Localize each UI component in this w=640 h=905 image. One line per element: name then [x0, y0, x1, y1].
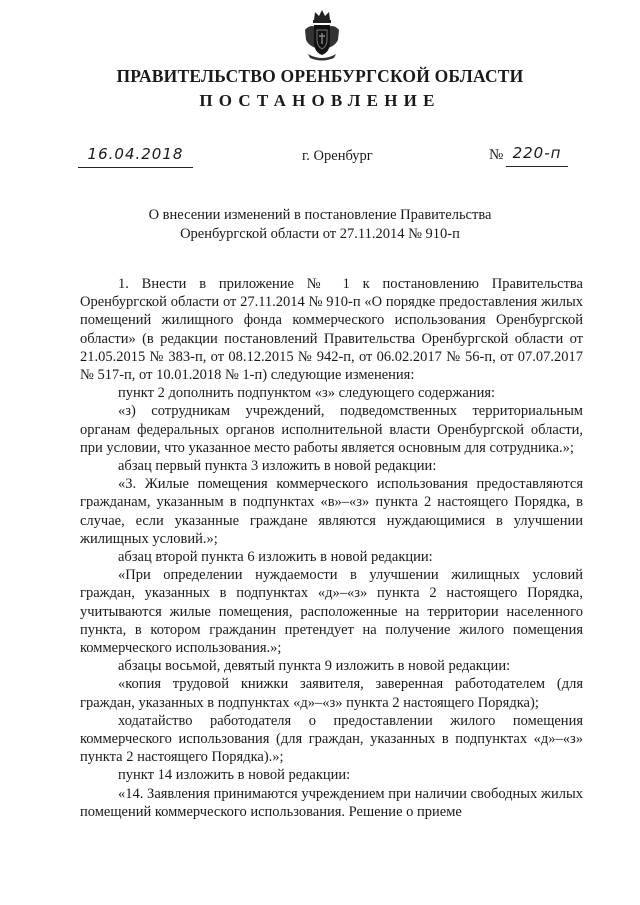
body-paragraph: пункт 14 изложить в новой редакции:: [118, 767, 351, 784]
document-number: 220-п: [506, 144, 568, 167]
document-subject: [0, 206, 640, 244]
government-title: ПРАВИТЕЛЬСТВО ОРЕНБУРГСКОЙ ОБЛАСТИ: [116, 66, 524, 86]
body-paragraph: абзац первый пункта 3 изложить в новой редакции:: [118, 458, 437, 475]
document-city: г. Оренбург: [302, 148, 373, 164]
body-paragraph: пункт 2 дополнить подпунктом «з» следующего содержания:: [118, 385, 496, 402]
body-paragraph: «копия трудовой книжки заявителя, заверенная работодателем (для граждан, указанных в подпунктах «д»–«з» пункта 2 настоящего Порядка);: [80, 676, 583, 711]
body-paragraph: абзацы восьмой, девятый пункта 9 изложить в новой редакции:: [118, 658, 511, 675]
subject-line: Оренбургской области от 27.11.2014 № 910-п: [180, 226, 460, 242]
subject-line: О внесении изменений в постановление Правительства: [148, 207, 492, 223]
document-date: 16.04.2018: [78, 145, 193, 168]
body-paragraph: «14. Заявления принимаются учреждением при наличии свободных жилых помещений коммерческого использования. Решение о приеме: [80, 785, 583, 820]
body-paragraph: 1. Внести в приложение № 1 к постановлению Правительства Оренбургской области от 27.11.2014 № 910-п «О порядке предоставления жилых помещений жилищного фонда коммерческого использования Оренбургской области» (в редакции постановлений Правительства Оренбургской области от 21.05.2015 № 383-п, от 08.12.2015 № 942-п, от 06.02.2017 № 56-п, от 07.07.2017 № 517-п, от 10.01.2018 № 1-п) следующие изменения:: [80, 276, 583, 384]
body-paragraph: абзац второй пункта 6 изложить в новой редакции:: [118, 549, 433, 566]
coat-of-arms-icon: [302, 8, 342, 62]
body-paragraph: «3. Жилые помещения коммерческого использования предоставляются гражданам, указанным в подпунктах «в»–«з» пункта 2 настоящего Порядка, в случае, если указанные граждане являются нуждающимися в улучшении жилищных условий.»;: [80, 476, 583, 547]
body-paragraph: ходатайство работодателя о предоставлении жилого помещения коммерческого использования (для граждан, указанных в подпунктах «д»–«з» пункта 2 настоящего Порядка).»;: [80, 712, 583, 766]
document-type: ПОСТАНОВЛЕНИЕ: [199, 91, 441, 110]
document-body: [80, 275, 583, 821]
body-paragraph: «з) сотрудникам учреждений, подведомственных территориальным органам федеральных органов исполнительной власти Оренбургской области, при условии, что указанное место работы является основным для сотрудника.»;: [80, 403, 583, 456]
number-sign: №: [489, 147, 504, 163]
body-paragraph: «При определении нуждаемости в улучшении жилищных условий граждан, указанных в подпунктах «д»–«з» пункта 2 настоящего Порядка, учитываются жилые помещения, расположенные на территории населенного пункта, в котором гражданин претендует на получение жилого помещения коммерческого использования.»;: [80, 567, 583, 657]
